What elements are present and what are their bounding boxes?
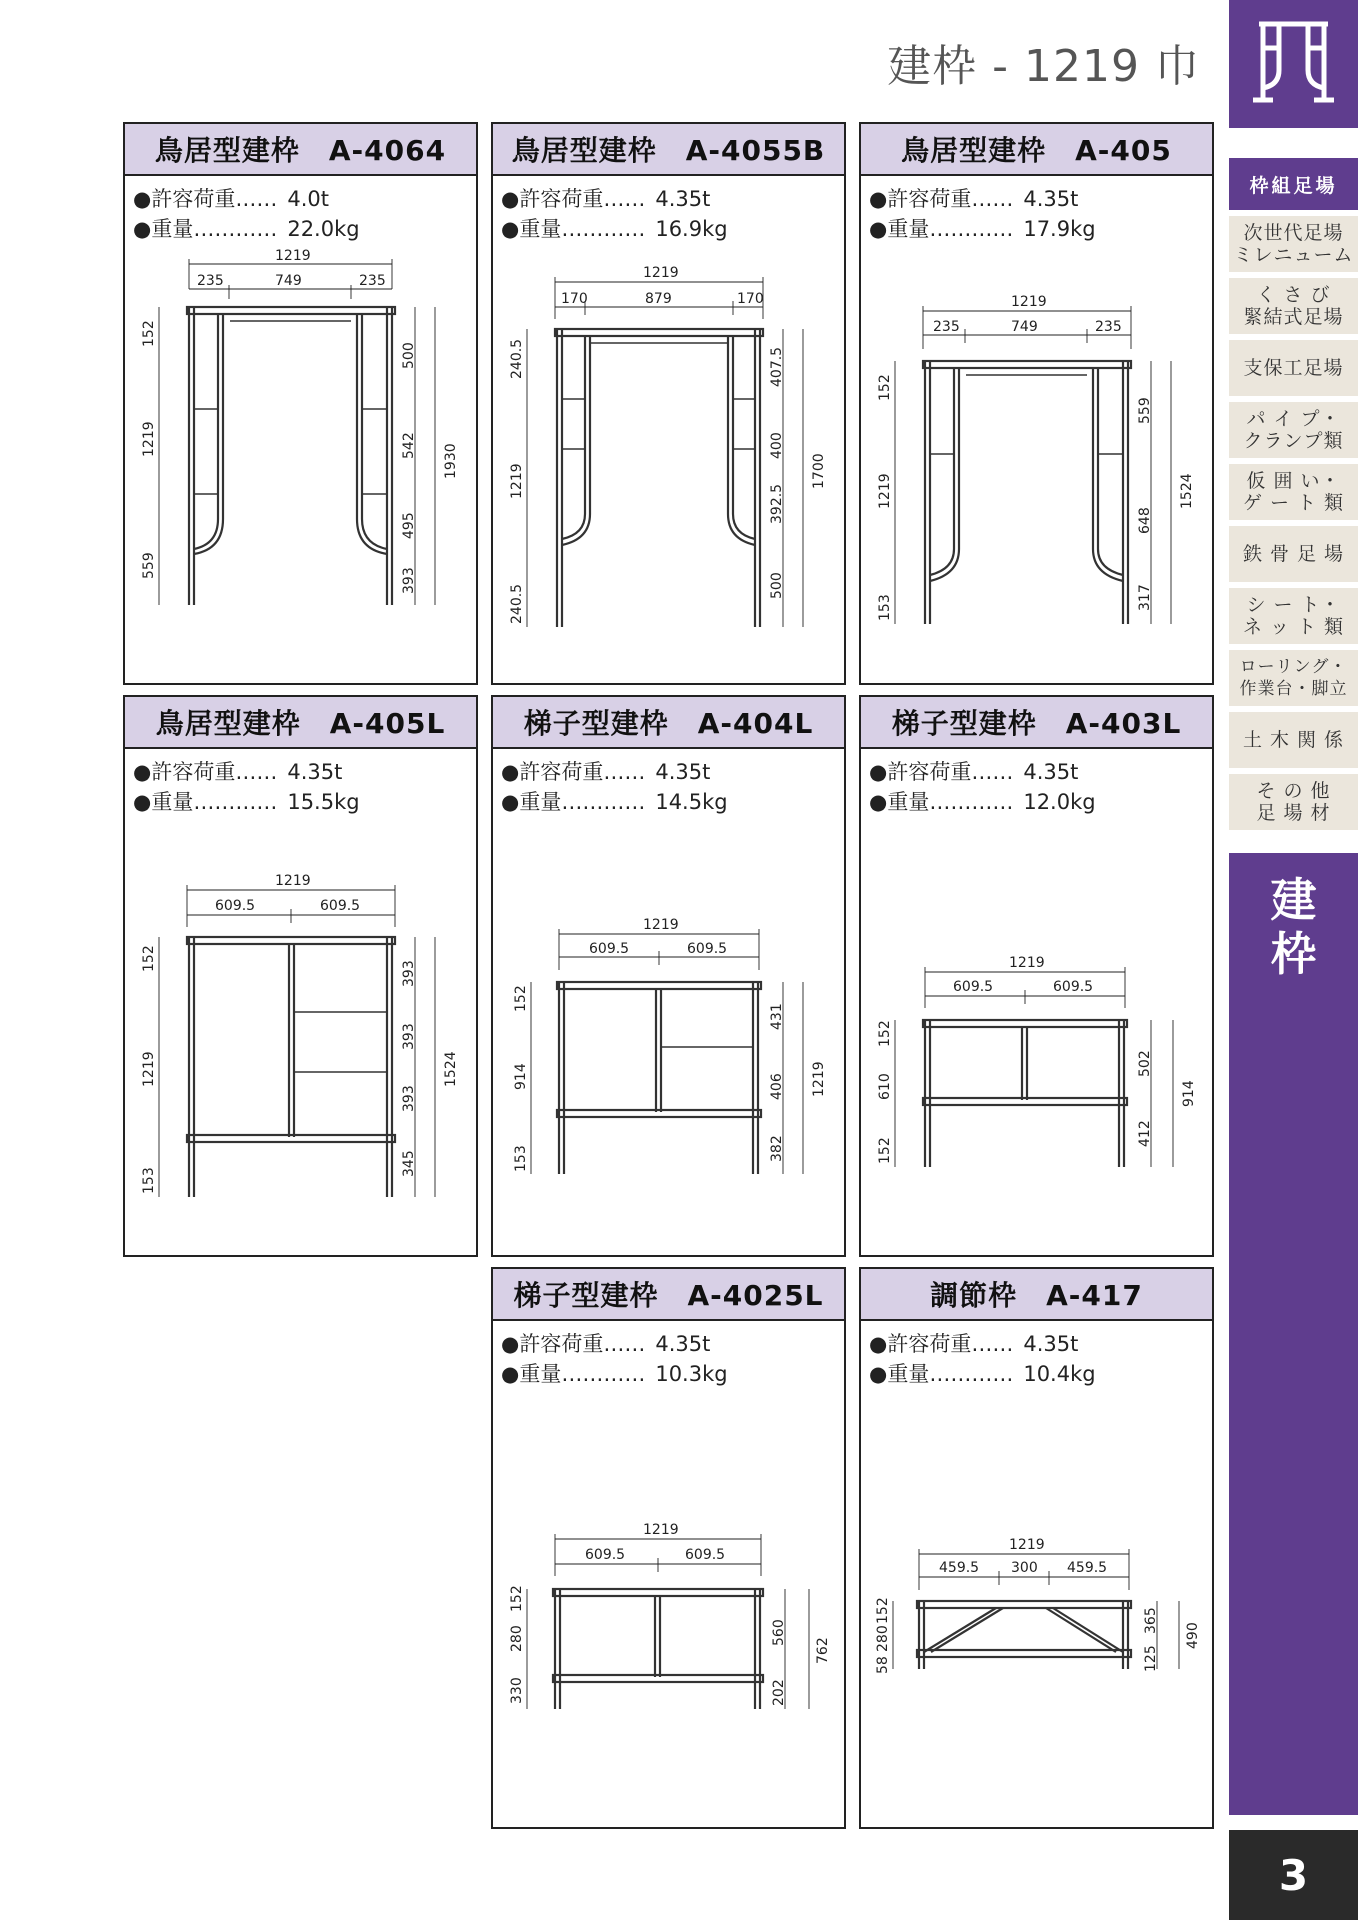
product-name: 梯子型建枠 A-404L <box>493 697 844 749</box>
svg-text:393: 393 <box>401 1023 417 1050</box>
product-card-a417 <box>859 1267 1214 1829</box>
svg-text:609.5: 609.5 <box>215 898 256 914</box>
scaffold-frame-icon <box>1229 0 1358 128</box>
svg-text:1219: 1219 <box>275 249 311 264</box>
svg-text:431: 431 <box>769 1003 785 1030</box>
load-spec: ●許容荷重…… 4.35t <box>501 1332 711 1356</box>
section-icon-box <box>1229 0 1358 128</box>
product-card-a403l <box>859 695 1214 1257</box>
load-spec: ●許容荷重…… 4.0t <box>133 187 329 211</box>
svg-text:235: 235 <box>933 319 960 335</box>
frame-drawing <box>861 1394 1212 1824</box>
nav-item-other[interactable]: そ の 他 足 場 材 <box>1229 774 1358 830</box>
nav-item-millennium[interactable]: 次世代足場 ミレニューム <box>1229 216 1358 272</box>
svg-text:609.5: 609.5 <box>320 898 361 914</box>
svg-text:400: 400 <box>769 432 785 459</box>
svg-text:1524: 1524 <box>443 1051 459 1087</box>
frame-drawing <box>861 822 1212 1252</box>
svg-text:1219: 1219 <box>643 265 679 281</box>
svg-text:240.5: 240.5 <box>509 583 525 624</box>
svg-text:749: 749 <box>275 273 302 289</box>
svg-text:648: 648 <box>1137 507 1153 534</box>
svg-text:280: 280 <box>509 1625 525 1652</box>
product-card-a4025l <box>491 1267 846 1829</box>
nav-item-civil[interactable]: 土 木 関 係 <box>1229 712 1358 768</box>
nav-item-pipe-clamp[interactable]: パ イ プ・ クランプ類 <box>1229 402 1358 458</box>
svg-text:559: 559 <box>141 552 157 579</box>
svg-text:609.5: 609.5 <box>1053 979 1094 995</box>
svg-text:1219: 1219 <box>141 1051 157 1087</box>
weight-spec: ●重量………… 10.3kg <box>501 1362 728 1386</box>
svg-text:153: 153 <box>513 1145 529 1172</box>
svg-text:412: 412 <box>1137 1120 1153 1147</box>
svg-text:879: 879 <box>645 291 672 307</box>
product-card-a405l <box>123 695 478 1257</box>
svg-text:1930: 1930 <box>443 443 459 479</box>
nav-item-steel-scaffold[interactable]: 鉄 骨 足 場 <box>1229 526 1358 582</box>
svg-text:152: 152 <box>513 985 529 1012</box>
svg-text:152: 152 <box>877 374 893 401</box>
svg-text:393: 393 <box>401 1085 417 1112</box>
load-spec: ●許容荷重…… 4.35t <box>501 760 711 784</box>
weight-spec: ●重量………… 15.5kg <box>133 790 360 814</box>
svg-text:609.5: 609.5 <box>589 941 630 957</box>
weight-spec: ●重量………… 16.9kg <box>501 217 728 241</box>
svg-text:459.5: 459.5 <box>939 1560 980 1576</box>
svg-text:153: 153 <box>141 1167 157 1194</box>
svg-text:58: 58 <box>875 1656 891 1674</box>
frame-drawing <box>493 249 844 679</box>
nav-item-shoring[interactable]: 支保工足場 <box>1229 340 1358 396</box>
product-card-a4055b <box>491 122 846 685</box>
svg-text:406: 406 <box>769 1073 785 1100</box>
product-name: 調節枠 A-417 <box>861 1269 1212 1321</box>
page-number: 3 <box>1229 1830 1358 1920</box>
svg-text:1219: 1219 <box>1009 1537 1045 1553</box>
svg-text:407.5: 407.5 <box>769 346 785 387</box>
svg-text:490: 490 <box>1185 1622 1201 1649</box>
svg-text:609.5: 609.5 <box>585 1547 626 1563</box>
load-spec: ●許容荷重…… 4.35t <box>869 760 1079 784</box>
svg-text:762: 762 <box>815 1637 831 1664</box>
load-spec: ●許容荷重…… 4.35t <box>869 187 1079 211</box>
svg-text:542: 542 <box>401 432 417 459</box>
section-label: 建 枠 <box>1270 873 1317 981</box>
svg-text:609.5: 609.5 <box>953 979 994 995</box>
product-name: 鳥居型建枠 A-405 <box>861 124 1212 176</box>
svg-text:609.5: 609.5 <box>685 1547 726 1563</box>
svg-text:317: 317 <box>1137 584 1153 611</box>
product-name: 鳥居型建枠 A-4064 <box>125 124 476 176</box>
section-band <box>1229 853 1358 1815</box>
product-card-a404l <box>491 695 846 1257</box>
svg-text:495: 495 <box>401 512 417 539</box>
svg-text:1219: 1219 <box>1011 294 1047 310</box>
svg-text:170: 170 <box>737 291 764 307</box>
load-spec: ●許容荷重…… 4.35t <box>869 1332 1079 1356</box>
svg-text:1700: 1700 <box>811 453 827 489</box>
svg-text:152: 152 <box>875 1597 891 1624</box>
svg-text:392.5: 392.5 <box>769 483 785 524</box>
svg-text:559: 559 <box>1137 397 1153 424</box>
weight-spec: ●重量………… 22.0kg <box>133 217 360 241</box>
svg-text:560: 560 <box>771 1619 787 1646</box>
svg-text:300: 300 <box>1011 1560 1038 1576</box>
svg-text:152: 152 <box>877 1137 893 1164</box>
nav-item-rolling-workbench[interactable]: ローリング・ 作業台・脚立 <box>1229 650 1358 706</box>
frame-drawing <box>125 249 476 679</box>
product-name: 鳥居型建枠 A-405L <box>125 697 476 749</box>
product-name: 梯子型建枠 A-403L <box>861 697 1212 749</box>
svg-text:749: 749 <box>1011 319 1038 335</box>
svg-text:152: 152 <box>141 320 157 347</box>
nav-item-enclosure-gate[interactable]: 仮 囲 い・ ゲ ー ト 類 <box>1229 464 1358 520</box>
nav-category-header[interactable]: 枠組足場 <box>1229 158 1358 210</box>
product-card-a4064 <box>123 122 478 685</box>
svg-text:500: 500 <box>769 572 785 599</box>
svg-text:393: 393 <box>401 567 417 594</box>
page-title: 建枠 - 1219 巾 <box>887 41 1200 92</box>
svg-text:125: 125 <box>1143 1645 1159 1672</box>
svg-text:365: 365 <box>1143 1607 1159 1634</box>
nav-item-wedge[interactable]: く さ び 緊結式足場 <box>1229 278 1358 334</box>
svg-text:235: 235 <box>197 273 224 289</box>
svg-text:345: 345 <box>401 1150 417 1177</box>
svg-text:500: 500 <box>401 342 417 369</box>
svg-text:280: 280 <box>875 1625 891 1652</box>
load-spec: ●許容荷重…… 4.35t <box>133 760 343 784</box>
svg-text:502: 502 <box>1137 1050 1153 1077</box>
svg-text:1219: 1219 <box>877 473 893 509</box>
weight-spec: ●重量………… 14.5kg <box>501 790 728 814</box>
frame-drawing <box>493 1394 844 1824</box>
svg-text:382: 382 <box>769 1135 785 1162</box>
svg-text:152: 152 <box>877 1020 893 1047</box>
frame-drawing <box>861 249 1212 679</box>
svg-text:202: 202 <box>771 1679 787 1706</box>
weight-spec: ●重量………… 17.9kg <box>869 217 1096 241</box>
svg-text:1524: 1524 <box>1179 473 1195 509</box>
svg-text:152: 152 <box>141 945 157 972</box>
product-card-a405 <box>859 122 1214 685</box>
load-spec: ●許容荷重…… 4.35t <box>501 187 711 211</box>
svg-text:152: 152 <box>509 1585 525 1612</box>
svg-text:1219: 1219 <box>643 1522 679 1538</box>
svg-text:1219: 1219 <box>141 421 157 457</box>
weight-spec: ●重量………… 12.0kg <box>869 790 1096 814</box>
svg-text:240.5: 240.5 <box>509 338 525 379</box>
nav-item-sheet-net[interactable]: シ ー ト・ ネ ッ ト 類 <box>1229 588 1358 644</box>
svg-text:1219: 1219 <box>275 873 311 889</box>
svg-text:914: 914 <box>1181 1080 1197 1107</box>
svg-text:153: 153 <box>877 594 893 621</box>
svg-text:393: 393 <box>401 960 417 987</box>
svg-text:609.5: 609.5 <box>687 941 728 957</box>
product-name: 梯子型建枠 A-4025L <box>493 1269 844 1321</box>
weight-spec: ●重量………… 10.4kg <box>869 1362 1096 1386</box>
svg-text:610: 610 <box>877 1073 893 1100</box>
svg-text:1219: 1219 <box>811 1061 827 1097</box>
frame-drawing <box>493 822 844 1252</box>
svg-text:170: 170 <box>561 291 588 307</box>
svg-text:1219: 1219 <box>643 917 679 933</box>
svg-text:914: 914 <box>513 1063 529 1090</box>
svg-text:1219: 1219 <box>509 463 525 499</box>
frame-drawing <box>125 822 476 1252</box>
svg-text:235: 235 <box>359 273 386 289</box>
svg-text:1219: 1219 <box>1009 955 1045 971</box>
svg-text:459.5: 459.5 <box>1067 1560 1108 1576</box>
product-name: 鳥居型建枠 A-4055B <box>493 124 844 176</box>
svg-text:235: 235 <box>1095 319 1122 335</box>
svg-text:330: 330 <box>509 1677 525 1704</box>
